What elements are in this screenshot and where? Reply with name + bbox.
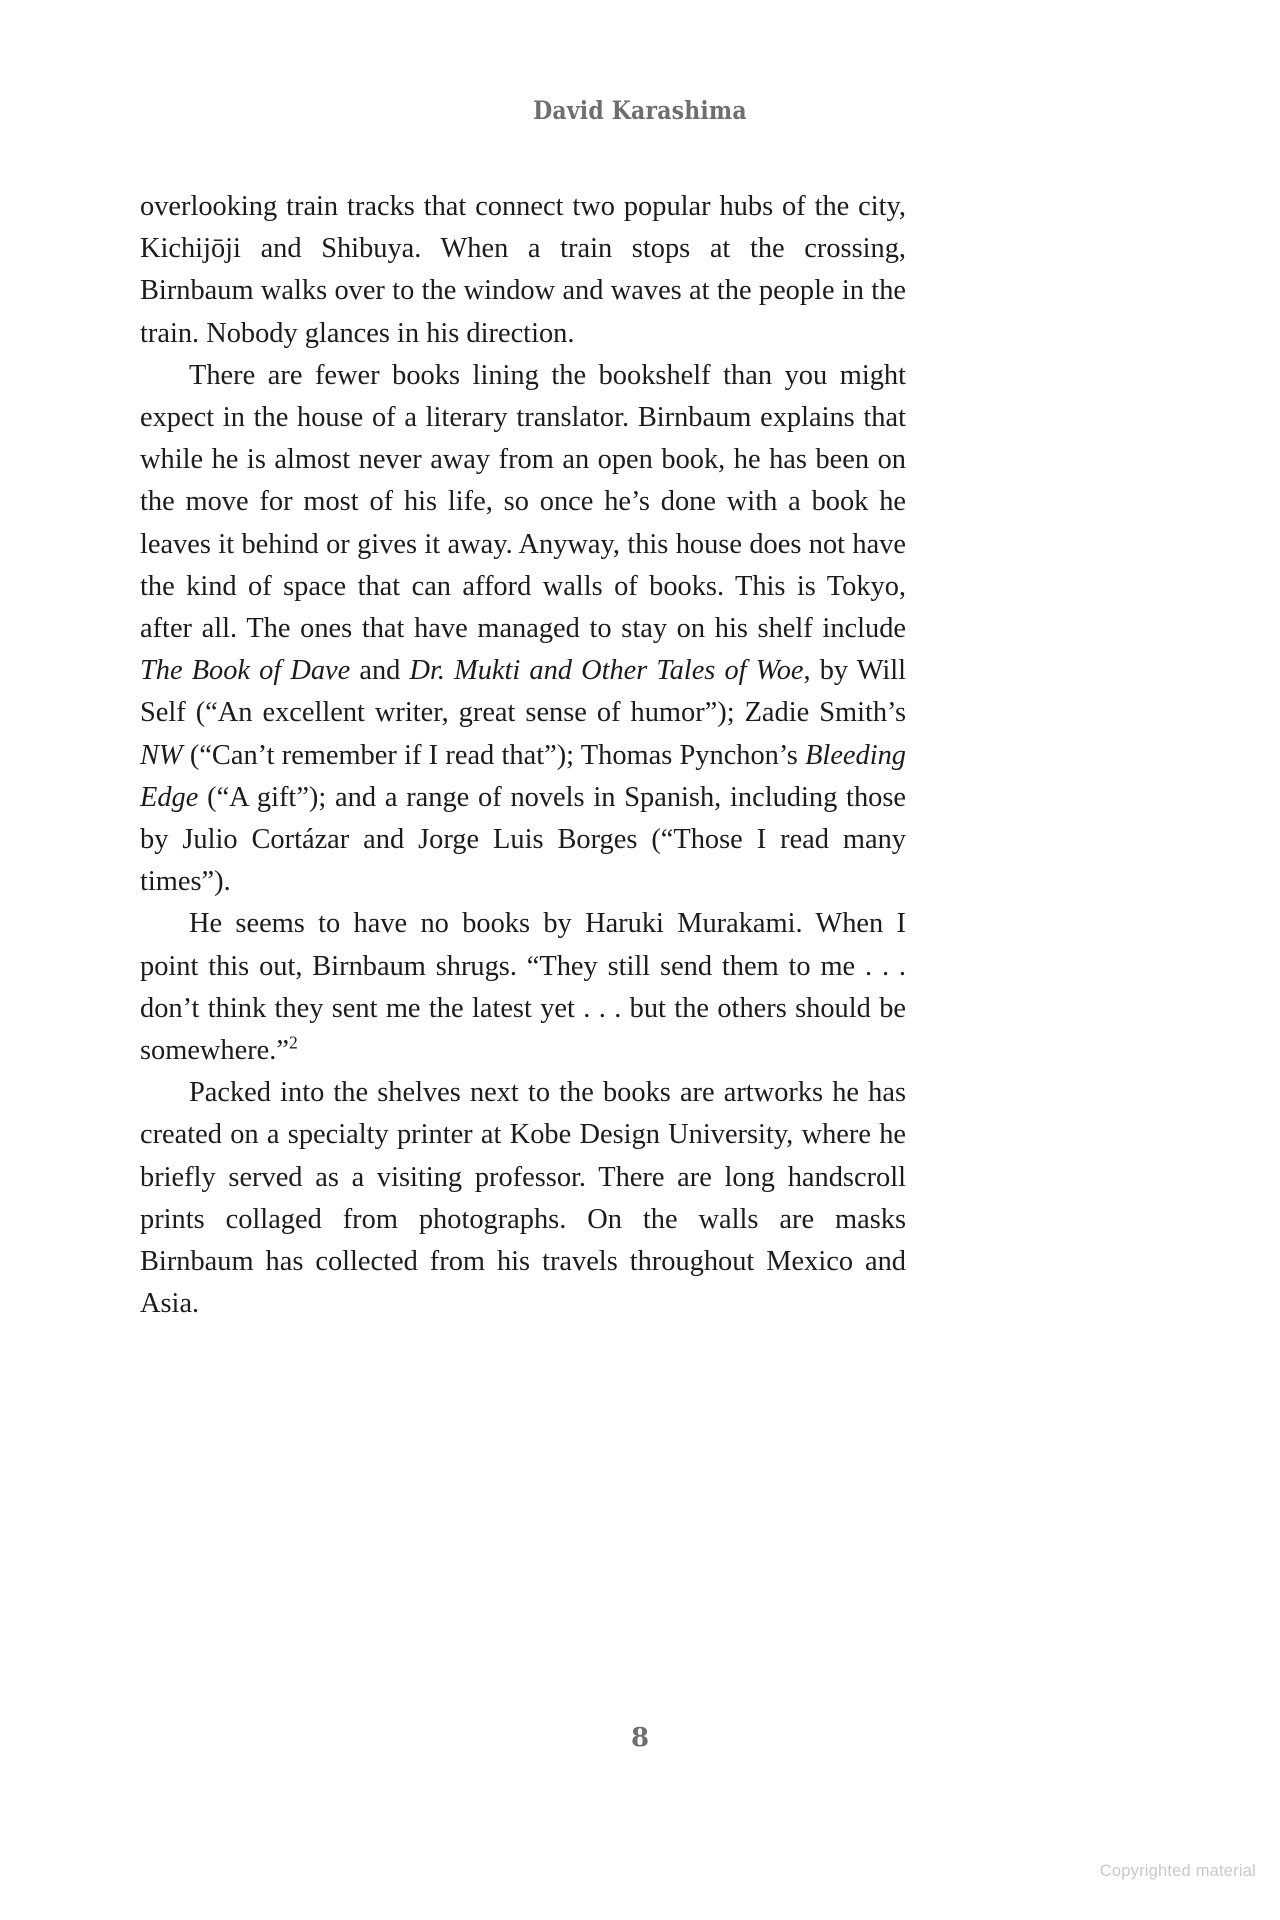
para-artworks xyxy=(140,1072,906,1325)
text-run: overlooking train tracks that connect two popular hubs of the city, Kichijōji and Shibuya. When a train stops at the crossing, Birnbaum walks over to the window and waves at the people in the train. Nobody glances in his direction. xyxy=(140,191,906,349)
text-run: There are fewer books lining the bookshelf than you might expect in the house of a literary translator. Birnbaum explains that while he is almost never away from an open book, he has been on the move for most of his life, so once he’s done with a book he leaves it behind or gives it away. Anyway, this house does not have the kind of space that can afford walls of books. This is Tokyo, after all. The ones that have managed to stay on his shelf include xyxy=(140,359,906,645)
para-fewer-books xyxy=(140,355,906,904)
page-number: 8 xyxy=(630,1723,650,1753)
text-run: (“A gift”); and a range of novels in Spanish, including those by Julio Cortázar and Jorge Luis Borges (“Those I read many times”). xyxy=(140,781,906,898)
text-run: and xyxy=(350,655,410,687)
italic-title: Bleeding Edge xyxy=(140,739,906,813)
text-run: He seems to have no books by Haruki Murakami. When I point this out, Birnbaum shrugs. “They still send them to me . . . don’t think they sent me the latest yet . . . but the others should be somewhere.” xyxy=(140,908,906,1067)
copyright-notice: Copyrighted material xyxy=(1099,1862,1256,1880)
text-run: Packed into the shelves next to the books are artworks he has created on a specialty printer at Kobe Design University, where he briefly served as a visiting professor. There are long handscroll prints collaged from photographs. On the walls are masks Birnbaum has collected from his travels throughout Mexico and Asia. xyxy=(140,1077,906,1320)
footnote-reference: 2 xyxy=(288,1032,298,1053)
para-murakami xyxy=(140,903,906,1072)
text-run: (“Can’t remember if I read that”); Thomas Pynchon’s xyxy=(182,739,806,771)
text-run: , by Will Self (“An excellent writer, great sense of humor”); Zadie Smith’s xyxy=(140,655,907,729)
body-text-block xyxy=(140,186,906,1325)
italic-title: Dr. Mukti and Other Tales of Woe xyxy=(409,655,804,687)
running-head: David Karashima xyxy=(533,96,747,125)
italic-title: NW xyxy=(140,739,183,771)
italic-title: The Book of Dave xyxy=(140,655,351,687)
para-overlooking xyxy=(140,186,906,355)
